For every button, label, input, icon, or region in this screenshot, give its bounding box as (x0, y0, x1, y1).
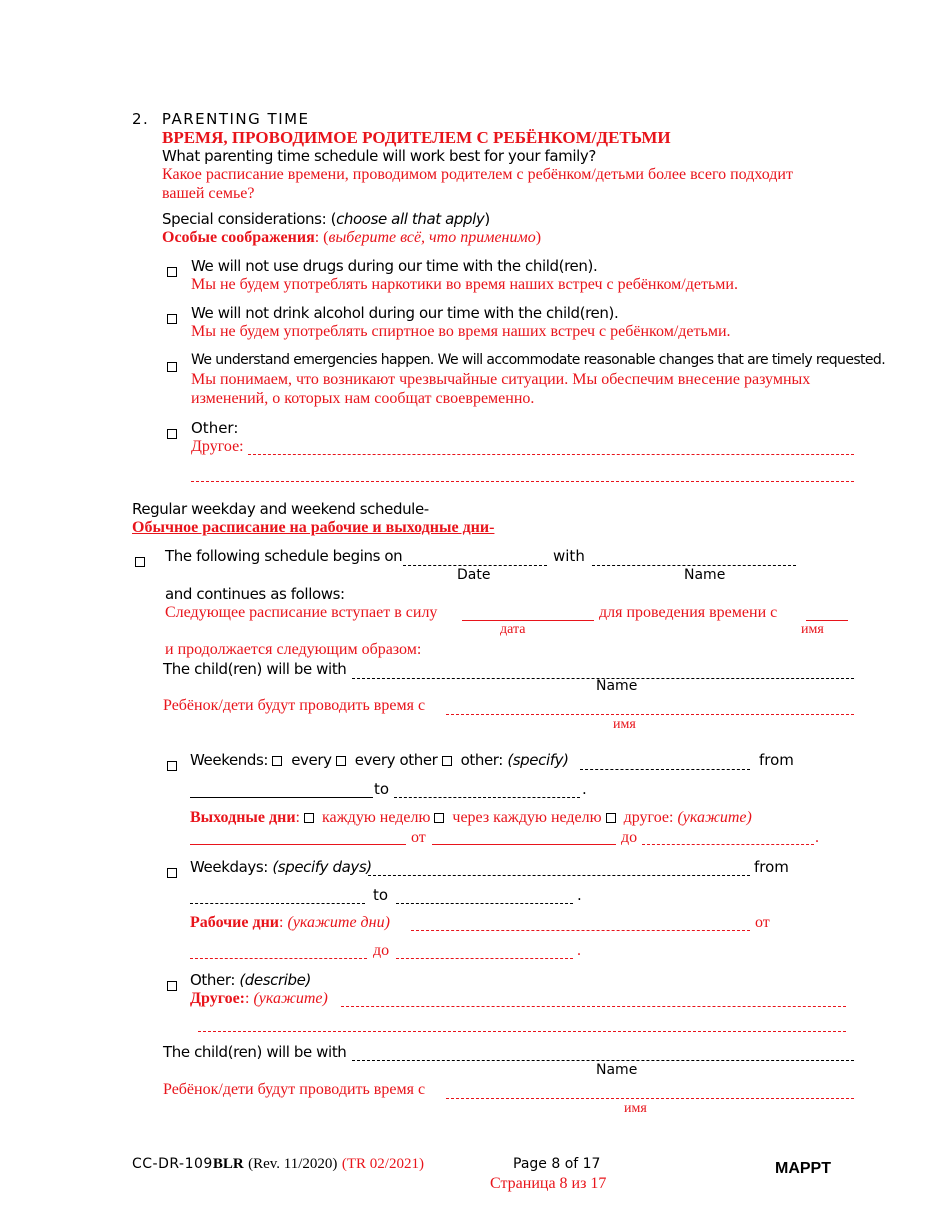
weekends-to-field[interactable] (394, 797, 580, 798)
other-special-ru: Другое: (191, 438, 244, 455)
checkbox-other-describe[interactable] (167, 975, 177, 994)
weekends-from-field[interactable] (190, 797, 373, 798)
child-with-name-ru-1: имя (613, 717, 636, 732)
begins-date-field[interactable] (403, 565, 547, 566)
child-with-en-1: The child(ren) will be with (163, 660, 347, 678)
weekends-period-ru: . (815, 829, 819, 846)
special-label-en: Special considerations: (choose all that apply) (162, 210, 490, 228)
footer-form-code: CC-DR-109BLR (Rev. 11/2020) (TR 02/2021) (132, 1156, 424, 1172)
weekends-specify-field[interactable] (580, 769, 750, 770)
begins-date-field-ru[interactable] (462, 620, 594, 621)
section-title: PARENTING TIME (161, 110, 310, 128)
weekends-from-en: from (759, 751, 794, 769)
checkbox-no-drugs[interactable] (167, 261, 177, 280)
checkbox-other[interactable] (442, 756, 452, 766)
weekends-specify-field-ru[interactable] (190, 844, 406, 845)
begins-ru: Следующее расписание вступает в силу (165, 604, 438, 621)
date-ru: дата (500, 622, 526, 637)
weekdays-to-en: to (373, 886, 389, 904)
weekdays-en: Weekdays: (specify days) (190, 858, 372, 876)
weekends-from-ru: от (411, 829, 426, 846)
checkbox-every-other-ru[interactable] (434, 813, 444, 823)
emergencies-ru-1: Мы понимаем, что возникают чрезвычайные ситуации. Мы обеспечим внесение разумных (191, 371, 811, 388)
footer-page-ru: Страница 8 из 17 (490, 1175, 607, 1192)
with-ru: для проведения времени с (599, 604, 778, 621)
begins-name-field[interactable] (592, 565, 796, 566)
weekdays-specify-field[interactable] (368, 875, 750, 876)
no-drugs-en: We will not use drugs during our time with the child(ren). (191, 257, 598, 275)
section-title-ru: ВРЕМЯ, ПРОВОДИМОЕ РОДИТЕЛЕМ С РЕБЁНКОМ/ДЕТЬМИ (162, 128, 671, 147)
child-with-field-2[interactable] (352, 1060, 854, 1061)
weekends-period: . (582, 780, 587, 798)
weekdays-to-ru: до (373, 942, 390, 959)
name-label: Name (684, 567, 726, 583)
no-alcohol-ru: Мы не будем употреблять спиртное во время наших встреч с ребёнком/детьми. (191, 323, 731, 340)
footer-page-en: Page 8 of 17 (513, 1156, 601, 1172)
no-drugs-ru: Мы не будем употреблять наркотики во время наших встреч с ребёнком/детьми. (191, 276, 738, 293)
child-with-en-2: The child(ren) will be with (163, 1043, 347, 1061)
child-with-field-ru-2[interactable] (446, 1098, 854, 1099)
other-special-en: Other: (191, 419, 239, 437)
section-number: 2. (132, 110, 150, 128)
no-alcohol-en: We will not drink alcohol during our time with the child(ren). (191, 304, 619, 322)
checkbox-every-other[interactable] (336, 756, 346, 766)
date-label: Date (457, 567, 491, 583)
checkbox-other-ru[interactable] (606, 813, 616, 823)
child-with-name-ru-2: имя (624, 1101, 647, 1116)
begins-name-field-ru[interactable] (806, 620, 848, 621)
child-with-name-label-1: Name (596, 678, 638, 694)
weekdays-period: . (577, 886, 582, 904)
emergencies-en: We understand emergencies happen. We will accommodate reasonable changes that are timely requested. (191, 352, 886, 368)
with-en: with (553, 547, 585, 565)
other-describe-field-2[interactable] (198, 1031, 846, 1032)
weekends-to-field-ru[interactable] (642, 844, 814, 845)
other-describe-field-1[interactable] (341, 1006, 846, 1007)
weekdays-from-field[interactable] (190, 903, 365, 904)
weekends-line-en: Weekends: every every other other: (specify) (190, 751, 569, 769)
weekdays-to-field-ru[interactable] (396, 958, 573, 959)
weekdays-specify-field-ru[interactable] (411, 930, 750, 931)
checkbox-weekends[interactable] (167, 755, 177, 774)
other-describe-ru: Другое:: (укажите) (190, 990, 328, 1007)
checkbox-emergencies[interactable] (167, 356, 177, 375)
question-en: What parenting time schedule will work best for your family? (162, 147, 596, 165)
emergencies-ru-2: изменений, о которых нам сообщат своевременно. (191, 390, 535, 407)
checkbox-no-alcohol[interactable] (167, 308, 177, 327)
weekdays-ru: Рабочие дни: (укажите дни) (190, 914, 390, 931)
continues-en: and continues as follows: (165, 585, 345, 603)
weekdays-from-field-ru[interactable] (190, 958, 367, 959)
weekdays-from-en: from (754, 858, 789, 876)
weekdays-period-ru: . (577, 942, 581, 959)
name-ru: имя (801, 622, 824, 637)
weekends-from-field-ru[interactable] (432, 844, 616, 845)
regular-heading-ru: Обычное расписание на рабочие и выходные дни- (132, 519, 495, 536)
other-special-line-1[interactable] (248, 454, 854, 455)
other-describe-en: Other: (describe) (190, 971, 311, 989)
weekends-to-en: to (374, 780, 390, 798)
question-ru-line1: Какое расписание времени, проводимом родителем с ребёнком/детьми более всего подходит (162, 166, 793, 183)
checkbox-other-special[interactable] (167, 423, 177, 442)
checkbox-every-ru[interactable] (304, 813, 314, 823)
child-with-name-label-2: Name (596, 1062, 638, 1078)
begins-en: The following schedule begins on (165, 547, 403, 565)
checkbox-every[interactable] (272, 756, 282, 766)
child-with-ru-2: Ребёнок/дети будут проводить время с (163, 1081, 426, 1098)
continues-ru: и продолжается следующим образом: (165, 641, 422, 658)
weekends-line-ru: Выходные дни: каждую неделю через каждую неделю другое: (укажите) (190, 809, 752, 826)
footer-mappt: MAPPT (775, 1160, 831, 1177)
checkbox-weekdays[interactable] (167, 862, 177, 881)
regular-heading-en: Regular weekday and weekend schedule- (132, 500, 429, 518)
child-with-field-ru-1[interactable] (446, 714, 854, 715)
special-label-ru: Особые соображения: (выберите всё, что применимо) (162, 229, 542, 246)
section-number-title (132, 110, 310, 128)
weekends-to-ru: до (621, 829, 638, 846)
weekdays-from-ru: от (755, 914, 770, 931)
weekdays-to-field[interactable] (396, 903, 573, 904)
checkbox-schedule-begins[interactable] (135, 551, 145, 570)
question-ru-line2: вашей семье? (162, 185, 255, 202)
child-with-ru-1: Ребёнок/дети будут проводить время с (163, 697, 426, 714)
other-special-line-2[interactable] (191, 481, 854, 482)
